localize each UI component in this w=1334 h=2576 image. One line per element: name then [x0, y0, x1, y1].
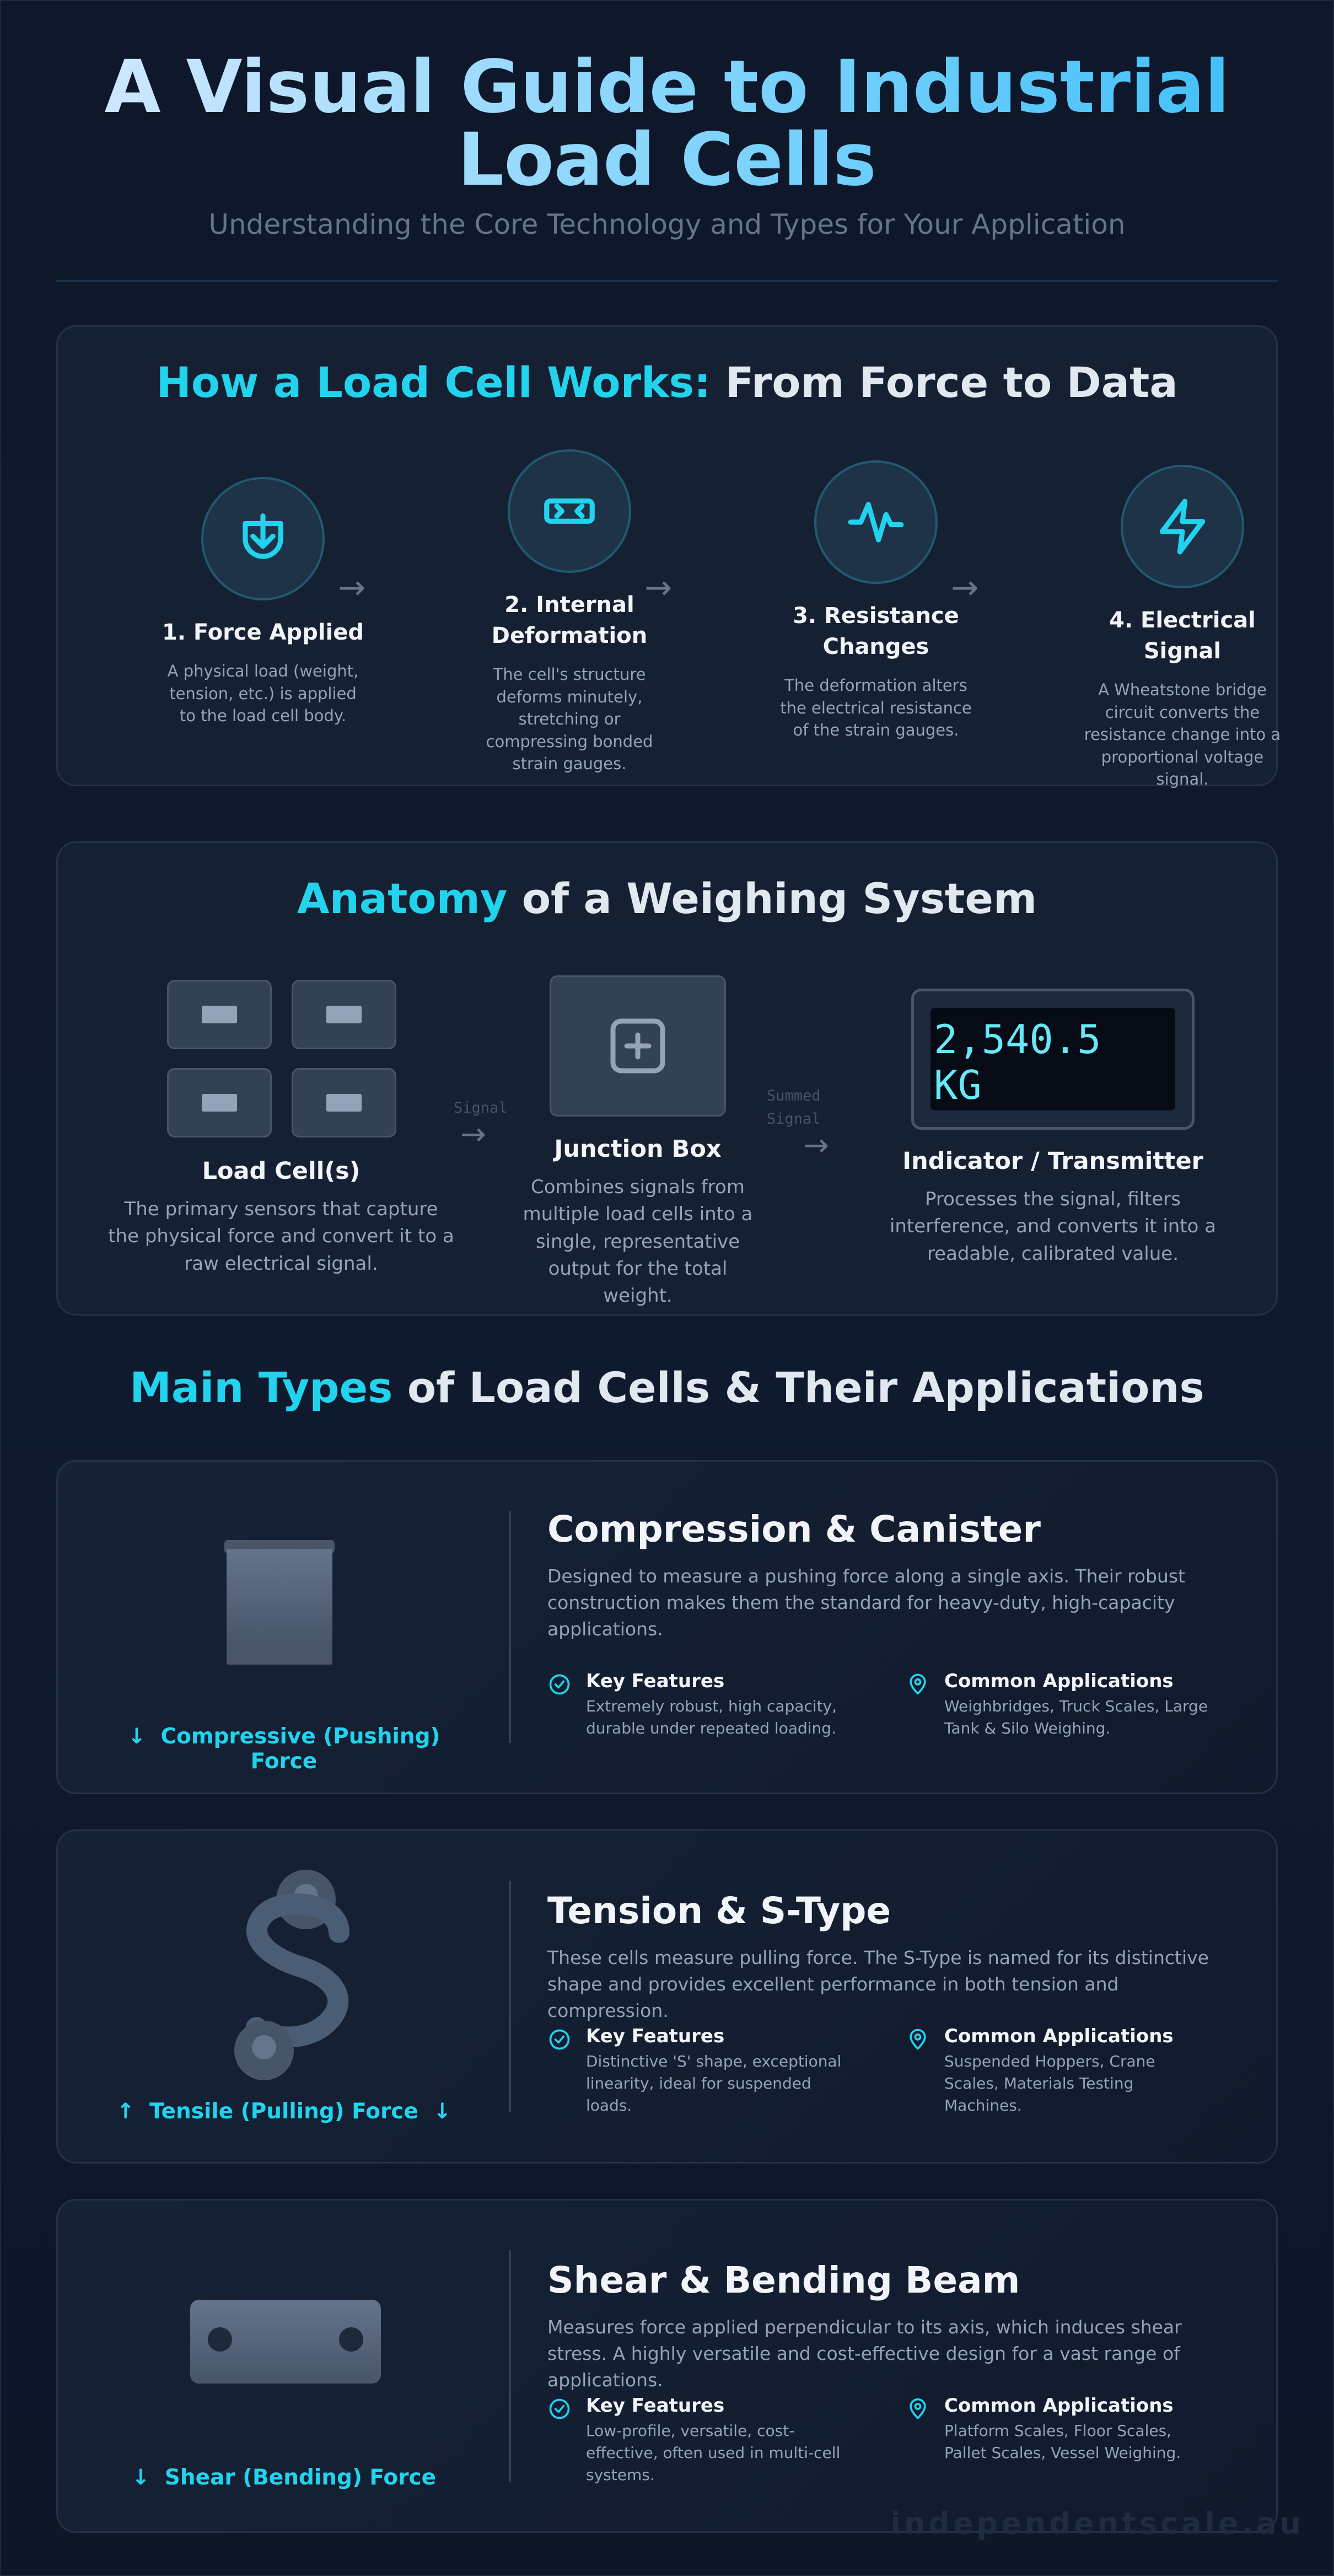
type-description: These cells measure pulling force. The S-Type is named for its distinctive shape and provides excellent performance in both tension and compression. [547, 1947, 1209, 2021]
applications-text: Weighbridges, Truck Scales, Large Tank & Silo Weighing. [944, 1697, 1208, 1737]
anatomy-title-rest: of a Weighing System [507, 874, 1037, 923]
key-features [547, 1670, 856, 1740]
load-cell-block [167, 1068, 272, 1137]
check-circle-icon [547, 2027, 572, 2052]
types-heading [1, 1363, 1333, 1412]
load-cells-title: Load Cell(s) [202, 1157, 361, 1185]
types-heading-rest: of Load Cells & Their Applications [392, 1363, 1204, 1412]
applications-text: Platform Scales, Floor Scales, Pallet Scales, Vessel Weighing. [944, 2422, 1181, 2462]
summed-label-line-1: Summed [767, 1087, 821, 1104]
anatomy-title [58, 874, 1276, 923]
type-card-compression [56, 1460, 1278, 1794]
applications-label: Common Applications [944, 2395, 1174, 2417]
common-applications [906, 2395, 1214, 2464]
flow-arrow: → [338, 568, 366, 607]
force-label-text: Tensile (Pulling) Force [149, 2099, 418, 2124]
step-description: A physical load (weight, tension, etc.) is applied to the load cell body. [167, 662, 359, 726]
indicator-display [930, 1008, 1175, 1110]
page-subtitle: Understanding the Core Technology and Types for Your Application [208, 208, 1126, 240]
weight-indicator-graphic [911, 989, 1195, 1130]
load-cell-block [292, 1068, 396, 1137]
key-features [547, 2025, 856, 2116]
map-pin-icon [906, 1672, 930, 1697]
force-label [102, 2099, 466, 2124]
load-cell-block [292, 980, 396, 1049]
hero [1, 1, 1333, 282]
junction-box-description: Combines signals from multiple load cells into a single, representative output for the total weight. [523, 1176, 753, 1307]
card-divider [509, 2250, 511, 2482]
step-title: 3. Resistance Changes [793, 603, 959, 659]
display-reading: 2,540.5 [934, 1016, 1101, 1062]
plus-box-icon [605, 1013, 671, 1079]
check-circle-icon [547, 2397, 572, 2421]
indicator-description: Processes the signal, filters interference, and converts it into a readable, calibrated value. [889, 1188, 1217, 1265]
shear-beam-load-cell-icon [188, 2298, 384, 2386]
key-features-text: Extremely robust, high capacity, durable under repeated loading. [586, 1697, 837, 1737]
step-description: The deformation alters the electrical resistance of the strain gauges. [780, 676, 972, 740]
down-arrow-icon: ↓ [131, 2465, 150, 2490]
junction-box-graphic [550, 975, 726, 1117]
step-title: 4. Electrical Signal [1109, 608, 1256, 664]
title-line-2: Load Cells [458, 117, 876, 202]
force-label [102, 2465, 466, 2490]
common-applications [906, 1670, 1214, 1740]
watermark: independentscale.au [890, 2506, 1304, 2541]
card-divider [509, 1881, 511, 2112]
page-title [1, 45, 1333, 202]
up-arrow-icon: ↑ [116, 2099, 135, 2124]
key-features-label: Key Features [586, 2025, 725, 2047]
signal-label: Signal [454, 1099, 508, 1117]
applications-text: Suspended Hoppers, Crane Scales, Materials Testing Machines. [944, 2052, 1155, 2115]
common-applications [906, 2025, 1214, 2116]
flow-arrow: → [460, 1117, 486, 1152]
how-it-works-title-accent: How a Load Cell Works: [156, 358, 711, 407]
strain-gauge-icon [508, 449, 631, 573]
load-cell-block [167, 980, 272, 1049]
waveform-icon [814, 460, 938, 584]
type-card-tension [56, 1829, 1278, 2164]
load-cells-description: The primary sensors that capture the physical force and convert it to a raw electrical signal. [108, 1198, 454, 1275]
down-arrow-icon: ↓ [433, 2099, 451, 2124]
card-divider [509, 1511, 511, 1743]
flow-arrow: → [803, 1128, 829, 1163]
key-features-label: Key Features [586, 1670, 725, 1692]
indicator-title: Indicator / Transmitter [902, 1147, 1203, 1175]
type-card-shear [56, 2199, 1278, 2533]
down-arrow-icon: ↓ [127, 1724, 146, 1749]
flow-arrow: → [951, 568, 979, 607]
step-description: A Wheatstone bridge circuit converts the resistance change into a proportional voltage signal. [1084, 680, 1281, 789]
how-it-works-panel [56, 325, 1281, 789]
lightning-icon [1121, 465, 1244, 588]
type-title: Tension & S-Type [547, 1890, 891, 1932]
step-title: 2. Internal Deformation [491, 592, 648, 648]
type-description: Designed to measure a pushing force along a single axis. Their robust construction makes them the standard for heavy-duty, high-capacity applications. [547, 1565, 1186, 1640]
junction-box-title: Junction Box [554, 1135, 722, 1163]
display-unit: KG [934, 1061, 982, 1108]
type-description: Measures force applied perpendicular to its axis, which induces shear stress. A highly versatile and cost-effective design for a vast range of applications. [547, 2316, 1182, 2391]
force-label-text: Shear (Bending) Force [164, 2465, 437, 2490]
anatomy-panel [56, 841, 1278, 1316]
force-label [102, 1724, 466, 1774]
summed-label-line-2: Signal [767, 1110, 821, 1128]
applications-label: Common Applications [944, 1670, 1174, 1692]
step-title: 1. Force Applied [162, 620, 364, 645]
how-it-works-title [58, 358, 1276, 407]
step-description: The cell's structure deforms minutely, stretching or compressing bonded strain gauges. [486, 665, 653, 774]
types-heading-accent: Main Types [130, 1363, 393, 1412]
map-pin-icon [906, 2027, 930, 2052]
step-electrical-signal [1072, 465, 1293, 791]
key-features-text: Distinctive 'S' shape, exceptional linearity, ideal for suspended loads. [586, 2052, 842, 2115]
check-circle-icon [547, 1672, 572, 1697]
flow-arrow: → [644, 568, 673, 607]
title-line-1: A Visual Guide to Industrial [104, 45, 1230, 130]
step-internal-deformation [459, 449, 680, 775]
type-title: Shear & Bending Beam [547, 2259, 1020, 2301]
arrow-down-into-shield-icon [201, 477, 325, 600]
map-pin-icon [906, 2397, 930, 2421]
key-features [547, 2395, 856, 2486]
force-label-text: Compressive (Pushing) Force [160, 1724, 440, 1774]
how-it-works-title-rest: From Force to Data [711, 358, 1178, 407]
header-divider [56, 280, 1278, 282]
anatomy-title-accent: Anatomy [297, 874, 508, 923]
s-type-load-cell-icon [207, 1867, 361, 2083]
canister-load-cell-icon [223, 1538, 339, 1670]
summed-signal-label [767, 1085, 821, 1131]
applications-label: Common Applications [944, 2025, 1174, 2047]
key-features-text: Low-profile, versatile, cost-effective, often used in multi-cell systems. [586, 2422, 841, 2484]
key-features-label: Key Features [586, 2395, 725, 2417]
type-title: Compression & Canister [547, 1508, 1041, 1550]
